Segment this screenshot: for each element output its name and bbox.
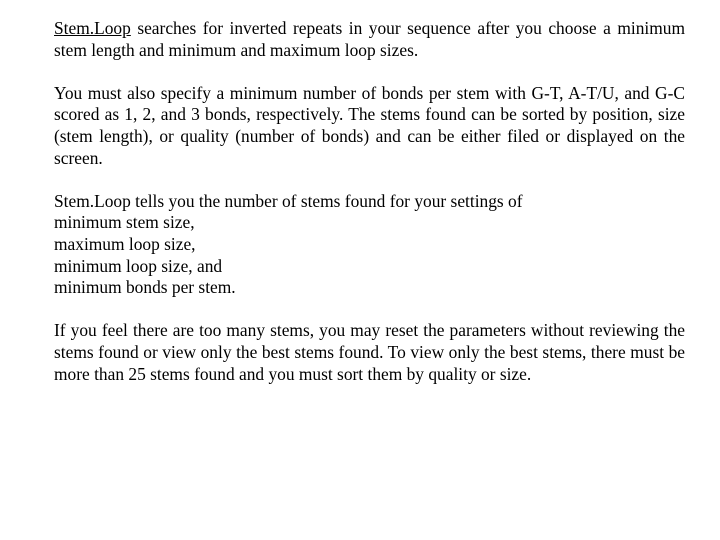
setting-item: minimum loop size, and <box>54 255 223 276</box>
paragraph-settings <box>54 191 685 299</box>
paragraph-intro-text: searches for inverted repeats in your sequence after you choose a minimum stem length and minimum and maximum loop sizes. <box>54 18 685 60</box>
paragraph-bonds: You must also specify a minimum number of bonds per stem with G-T, A-T/U, and G-C scored as 1, 2, and 3 bonds, respectively. The stems found can be sorted by position, size (stem length), or quality (number of bonds) and can be either filed or displayed on the screen. <box>54 82 685 168</box>
setting-item: minimum stem size, <box>54 212 195 233</box>
document-body <box>54 18 685 407</box>
program-name: Stem.Loop <box>54 18 131 38</box>
setting-item: minimum bonds per stem. <box>54 277 236 298</box>
setting-item: maximum loop size, <box>54 233 196 254</box>
settings-intro: Stem.Loop tells you the number of stems found for your settings of <box>54 190 523 211</box>
paragraph-intro <box>54 18 685 61</box>
paragraph-reset: If you feel there are too many stems, you may reset the parameters without reviewing the stems found or view only the best stems found. To view only the best stems, there must be more than 25 stems found and you must sort them by quality or size. <box>54 320 685 384</box>
